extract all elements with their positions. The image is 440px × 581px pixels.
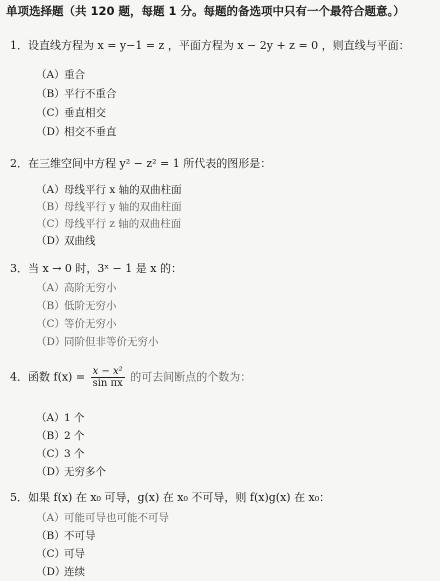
- option-label: （A）: [36, 69, 65, 81]
- option-text: 无穷多个: [64, 466, 106, 478]
- option-text: 平行不重合: [64, 88, 117, 100]
- section-header: 单项选择题（共 120 题，每题 1 分。每题的备选项中只有一个最符合题意。）: [6, 4, 405, 18]
- question-1-stem: 1．设直线方程为 x = y−1 = z ，平面方程为 x − 2y + z = 0 ，则直线与平面：: [10, 39, 410, 52]
- option-label: （D）: [36, 126, 66, 138]
- option-label: （A）: [36, 282, 65, 294]
- question-3-option-c: [36, 316, 117, 331]
- fraction-denominator: sin πx: [92, 378, 123, 389]
- option-label: （B）: [36, 300, 65, 312]
- question-5-option-a: [36, 510, 169, 525]
- option-label: （C）: [36, 218, 66, 230]
- question-1-option-b: [36, 86, 117, 101]
- option-label: （A）: [36, 412, 65, 424]
- option-text: 母线平行 x 轴的双曲柱面: [64, 184, 182, 196]
- option-text: 高阶无穷小: [64, 282, 117, 294]
- fraction: [91, 366, 125, 389]
- option-label: （B）: [36, 88, 65, 100]
- option-label: （B）: [36, 430, 65, 442]
- question-3-option-b: [36, 298, 117, 313]
- option-label: （D）: [36, 466, 66, 478]
- option-text: 相交不垂直: [64, 126, 117, 138]
- option-label: （B）: [36, 530, 65, 542]
- option-label: （A）: [36, 512, 65, 524]
- question-2-option-a: [36, 182, 182, 197]
- option-text: 连续: [64, 566, 85, 578]
- option-label: （C）: [36, 107, 66, 119]
- question-4-option-d: [36, 464, 106, 479]
- option-label: （D）: [36, 336, 66, 348]
- question-5-stem: 5．如果 f(x) 在 x₀ 可导，g(x) 在 x₀ 不可导，则 f(x)g(x) 在 x₀：: [10, 491, 331, 504]
- fraction-numerator: x − x²: [91, 366, 125, 378]
- option-text: 低阶无穷小: [64, 300, 117, 312]
- option-text: 3 个: [64, 448, 85, 460]
- option-text: 母线平行 y 轴的双曲柱面: [64, 201, 182, 213]
- option-label: （D）: [36, 566, 66, 578]
- question-1-option-d: [36, 124, 117, 139]
- question-5-option-c: [36, 546, 85, 561]
- option-text: 可导: [64, 548, 85, 560]
- question-3-option-d: [36, 334, 159, 349]
- option-text: 双曲线: [64, 235, 96, 247]
- option-text: 2 个: [64, 430, 85, 442]
- option-label: （C）: [36, 318, 66, 330]
- option-text: 等价无穷小: [64, 318, 117, 330]
- option-text: 不可导: [64, 530, 96, 542]
- question-3-stem: 3．当 x → 0 时，3ˣ − 1 是 x 的：: [10, 262, 182, 275]
- option-label: （C）: [36, 548, 66, 560]
- question-2-option-b: [36, 199, 182, 214]
- option-text: 垂直相交: [64, 107, 106, 119]
- option-label: （C）: [36, 448, 66, 460]
- question-1-option-a: [36, 67, 85, 82]
- question-2-option-d: [36, 233, 96, 248]
- option-text: 重合: [64, 69, 85, 81]
- option-label: （B）: [36, 201, 65, 213]
- question-4-stem-suffix: 的可去间断点的个数为：: [130, 370, 252, 384]
- option-label: （D）: [36, 235, 66, 247]
- question-2-option-c: [36, 216, 181, 231]
- option-text: 母线平行 z 轴的双曲柱面: [64, 218, 182, 230]
- question-3-option-a: [36, 280, 117, 295]
- question-4-stem: [10, 366, 251, 389]
- question-5-option-b: [36, 528, 96, 543]
- question-4-stem-prefix: 4．函数 f(x) =: [10, 370, 86, 384]
- question-4-option-a: [36, 410, 85, 425]
- option-text: 可能可导也可能不可导: [64, 512, 169, 524]
- question-4-option-b: [36, 428, 85, 443]
- option-text: 同阶但非等价无穷小: [64, 336, 159, 348]
- question-1-option-c: [36, 105, 106, 120]
- option-text: 1 个: [64, 412, 85, 424]
- option-label: （A）: [36, 184, 65, 196]
- question-5-option-d: [36, 564, 85, 579]
- question-4-option-c: [36, 446, 85, 461]
- question-2-stem: 2．在三维空间中方程 y² − z² = 1 所代表的图形是：: [10, 157, 272, 170]
